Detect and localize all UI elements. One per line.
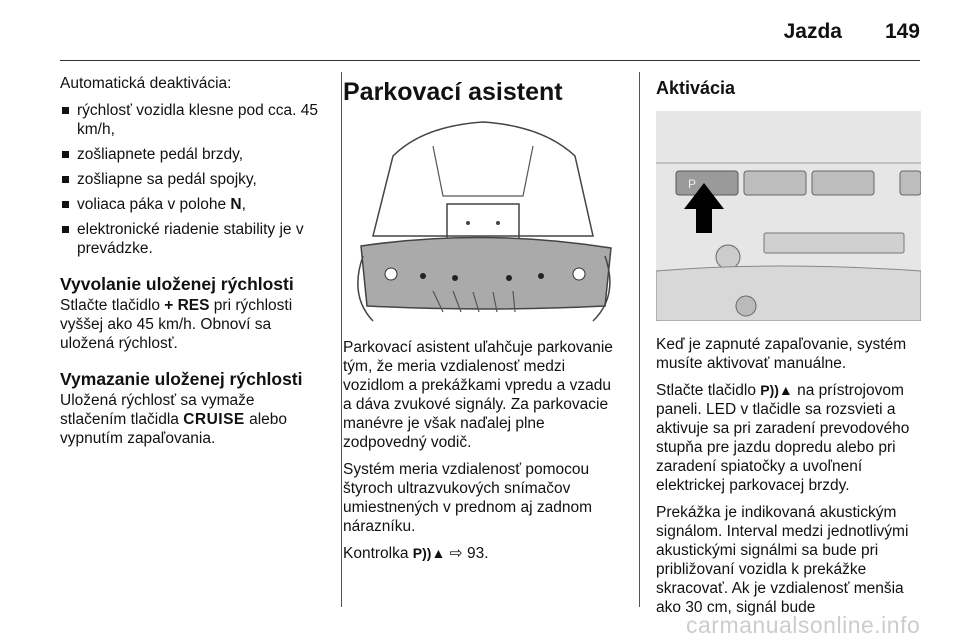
page-number: 149 [884,20,920,43]
list-item: zošliapne sa pedál spojky, [60,170,322,189]
paragraph: Prekážka je indikovaná akustickým signálom. Interval medzi jednotlivými akustickými signálmi sa bude pri približovaní vozidla k prekážke skracovať. Ak je vzdialenosť menšia ako 30 cm, signál bude [656,504,909,616]
rear-bumper-illustration [343,116,623,326]
recall-text: Stlačte tlačidlo + RES pri rýchlosti vyššej ako 45 km/h. Obnoví sa uložená rýchlosť. [60,297,293,352]
park-assist-icon: P))▲ [760,382,793,398]
paragraph: Systém meria vzdialenosť pomocou štyroch ultrazvukových snímačov umiestnených v prednom aj zadnom nárazníku. [343,461,592,535]
parking-assist-heading: Parkovací asistent [343,78,563,106]
paragraph: Parkovací asistent uľahčuje parkovanie tým, že meria vzdialenosť medzi vozidlom a prekážkami vpredu a vzadu a dáva zvukové signály. Za parkovacie manévre je však naďalej plne zodpovedný vodič. [343,339,613,451]
indicator-reference: Kontrolka P))▲ ⇨ 93. [343,545,489,562]
svg-text:P: P [688,177,697,191]
section-title: Jazda [783,20,842,43]
column-divider-1 [341,72,342,607]
cruise-button-label: CRUISE [183,411,245,428]
delete-text: Uložená rýchlosť sa vymaže stlačením tlačidla CRUISE alebo vypnutím zapaľovania. [60,392,288,447]
delete-heading: Vymazanie uloženej rýchlosti [60,369,303,389]
list-item: voliaca páka v polohe N, [60,195,322,214]
column-divider-2 [639,72,640,607]
res-button-label: + RES [164,297,210,314]
recall-heading: Vyvolanie uloženej rýchlosti [60,274,294,294]
column-1 [60,74,322,456]
paragraph: Keď je zapnuté zapaľovanie, systém musíte aktivovať manuálne. [656,336,907,372]
header-rule [60,60,920,61]
watermark: carmanualsonline.info [686,612,921,638]
auto-deactivation-label: Automatická deaktivácia: [60,75,232,92]
column-2 [343,74,623,571]
button-instruction: Stlačte tlačidlo P))▲ na prístrojovom paneli. LED v tlačidle sa rozsvieti a aktivuje sa pri zaradení prevodového stupňa pre jazdu dopredu alebo pri zaradení spiatočky a uvoľnení elektrickej parkovacej brzdy. [656,382,910,494]
column-3 [656,74,921,625]
dashboard-button-illustration [656,111,921,321]
deactivation-list [60,101,322,258]
list-item: rýchlosť vozidla klesne pod cca. 45 km/h, [60,101,322,139]
gear-n: N [230,196,242,213]
park-assist-icon: P))▲ [412,545,446,561]
arrow-icon: ⇨ [449,545,463,562]
list-item: elektronické riadenie stability je v prevádzke. [60,220,322,258]
list-item: zošliapnete pedál brzdy, [60,145,322,164]
activation-heading: Aktivácia [656,78,736,98]
page-header [0,0,960,60]
